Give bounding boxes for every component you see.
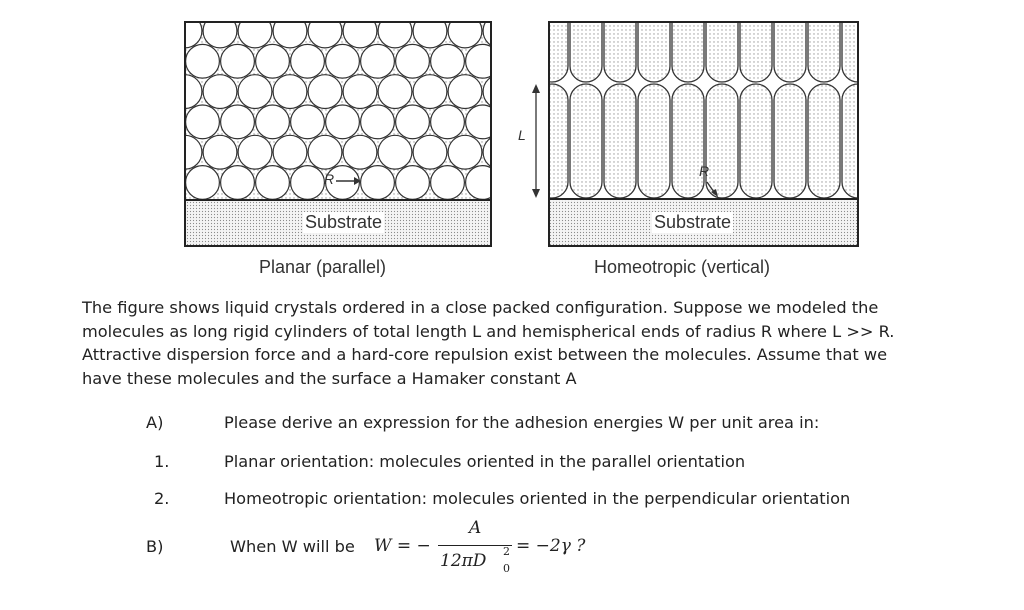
paragraph-line: Attractive dispersion force and a hard-core repulsion exist between the molecules. Assume that we	[82, 345, 888, 365]
planar-molecule	[186, 105, 220, 139]
planar-molecule	[483, 14, 517, 48]
planar-molecule	[308, 135, 342, 169]
part-b-label: B)	[146, 537, 164, 556]
homeotropic-molecule	[604, 0, 636, 82]
planar-molecule	[203, 135, 237, 169]
length-label: L	[518, 127, 526, 143]
homeotropic-molecule	[672, 84, 704, 198]
planar-molecule	[378, 135, 412, 169]
planar-molecule	[413, 135, 447, 169]
planar-molecule	[413, 75, 447, 109]
homeotropic-molecule	[774, 0, 806, 82]
homeotropic-molecule	[706, 84, 738, 198]
planar-molecule	[466, 166, 500, 200]
part-a-label: A)	[146, 413, 164, 432]
planar-molecule	[361, 44, 395, 78]
planar-molecule	[238, 14, 272, 48]
planar-molecule	[326, 44, 360, 78]
planar-molecule	[448, 14, 482, 48]
planar-molecule	[273, 14, 307, 48]
adhesion-equation	[374, 520, 614, 580]
homeotropic-caption: Homeotropic (vertical)	[594, 257, 771, 277]
planar-molecule	[221, 105, 255, 139]
planar-molecule	[256, 166, 290, 200]
homeotropic-molecule	[604, 84, 636, 198]
homeotropic-molecule	[638, 84, 670, 198]
planar-molecule	[343, 135, 377, 169]
planar-molecule	[361, 105, 395, 139]
planar-molecule	[291, 166, 325, 200]
planar-molecule	[466, 44, 500, 78]
equation-lhs: W = −	[374, 536, 431, 556]
planar-molecule	[413, 14, 447, 48]
planar-molecule	[308, 75, 342, 109]
equation-numerator: A	[469, 518, 482, 538]
planar-molecule	[448, 135, 482, 169]
planar-caption: Planar (parallel)	[259, 257, 387, 277]
planar-radius-label: R	[324, 171, 335, 187]
planar-molecule	[431, 166, 465, 200]
planar-molecule	[343, 75, 377, 109]
planar-molecule	[431, 44, 465, 78]
length-arrow	[532, 84, 540, 198]
planar-molecule	[273, 135, 307, 169]
item-1-label: 1.	[154, 452, 170, 471]
equation-subscript: 0	[503, 562, 510, 575]
homeotropic-substrate-label: Substrate	[654, 212, 732, 232]
paragraph-line: The figure shows liquid crystals ordered in a close packed configuration. Suppose we modeled the	[82, 298, 879, 317]
equation-exponent: 2	[503, 545, 510, 558]
item-2-text: Homeotropic orientation: molecules oriented in the perpendicular orientation	[224, 489, 851, 508]
planar-molecule	[221, 44, 255, 78]
planar-molecule	[343, 14, 377, 48]
planar-molecule	[378, 75, 412, 109]
planar-molecule	[483, 135, 517, 169]
planar-molecule	[221, 166, 255, 200]
planar-molecule	[291, 44, 325, 78]
planar-molecule	[256, 44, 290, 78]
paragraph-line: have these molecules and the surface a Hamaker constant A	[82, 368, 577, 388]
part-a-text: Please derive an expression for the adhesion energies W per unit area in:	[224, 413, 820, 432]
homeotropic-molecule	[570, 0, 602, 82]
planar-molecule	[308, 14, 342, 48]
homeotropic-molecule	[672, 0, 704, 82]
homeotropic-molecule	[808, 84, 840, 198]
homeotropic-molecule	[740, 0, 772, 82]
planar-molecule	[238, 135, 272, 169]
planar-molecule	[396, 44, 430, 78]
planar-molecule	[431, 105, 465, 139]
homeotropic-molecule	[808, 0, 840, 82]
homeotropic-panel	[536, 0, 874, 246]
homeotropic-radius-label: R	[699, 163, 710, 179]
homeotropic-molecule	[740, 84, 772, 198]
homeotropic-molecule	[570, 84, 602, 198]
planar-molecule	[203, 75, 237, 109]
planar-molecule	[396, 166, 430, 200]
fraction-bar	[438, 545, 512, 546]
item-2-label: 2.	[154, 489, 170, 508]
liquid-crystal-figure	[0, 0, 1024, 290]
equation-denominator: 12πD	[440, 551, 487, 571]
homeotropic-molecule	[536, 0, 568, 82]
planar-substrate-label: Substrate	[305, 212, 383, 232]
planar-molecule	[238, 75, 272, 109]
planar-molecule	[291, 105, 325, 139]
planar-molecule	[273, 75, 307, 109]
planar-molecule	[361, 166, 395, 200]
planar-molecule	[203, 14, 237, 48]
planar-molecule	[326, 105, 360, 139]
planar-molecule	[483, 75, 517, 109]
planar-molecule	[186, 166, 220, 200]
planar-molecule	[396, 105, 430, 139]
planar-molecule	[448, 75, 482, 109]
part-b-text: When W will be	[230, 537, 355, 556]
planar-molecule	[466, 105, 500, 139]
figure-drawing	[0, 0, 1024, 290]
planar-molecule	[186, 44, 220, 78]
item-1-text: Planar orientation: molecules oriented in the parallel orientation	[224, 452, 746, 471]
homeotropic-molecule	[536, 84, 568, 198]
planar-molecule	[256, 105, 290, 139]
equation-rhs: = −2γ ?	[516, 536, 586, 556]
paragraph-line: molecules as long rigid cylinders of total length L and hemispherical ends of radius R where L >> R.	[82, 321, 895, 341]
homeotropic-molecule	[638, 0, 670, 82]
homeotropic-molecule	[706, 0, 738, 82]
planar-molecule	[378, 14, 412, 48]
homeotropic-molecule	[774, 84, 806, 198]
problem-paragraph	[82, 296, 972, 390]
